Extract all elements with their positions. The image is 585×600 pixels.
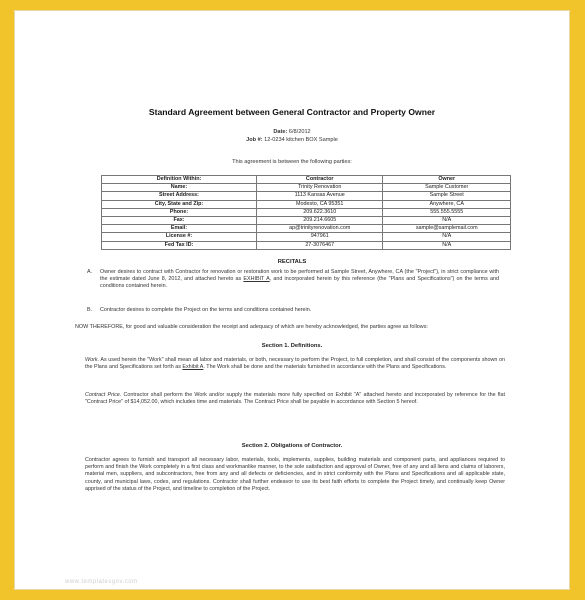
- contract-price-text: Contractor shall perform the Work and/or supply the materials more fully specified on Exhibit "A" attached hereto and incorporated by reference for the flat "Contract Price" of $14,052.00, which includes time and materials. The Contract Price shall be payable in accordance with Section 5 hereof.: [85, 392, 505, 406]
- row-label: License #:: [102, 233, 257, 241]
- contract-price-lead: Contract Price.: [85, 392, 122, 398]
- section2-paragraph: Contractor agrees to furnish and transport all necessary labor, materials, tools, implements, supplies, building materials and component parts, and appliances required to perform and finish the Work completely in a first class and workmanlike manner, to the sole satisfaction and approval of Owner, free of any and all liens and claims of laborers, material men, suppliers, and subcontractors, free from any and all defects or deficiencies, and in strict conformity with the Plans and Specifications and all applicable state, county, and municipal laws, codes, and regulations. Contractor shall further endeavor to use its best faith efforts to complete the Project timely, and continually keep Owner apprised of the status of the Project, and timeline to completion of the Project.: [85, 457, 505, 492]
- contractor-cell: 209.622.3610: [257, 208, 383, 216]
- recital-b-text: Contractor desires to complete the Project on the terms and conditions contained herein.: [100, 307, 312, 313]
- parties-table: [101, 175, 511, 250]
- contractor-cell: Modesto, CA 95351: [257, 200, 383, 208]
- parties-intro: This agreement is between the following parties:: [232, 159, 352, 165]
- watermark: www.templatesgov.com: [65, 579, 138, 585]
- recital-b: [87, 307, 499, 317]
- section1-heading: Section 1. Definitions.: [261, 343, 323, 349]
- recitals-heading: RECITALS: [277, 259, 307, 265]
- recital-a-post: , and incorporated herein by this reference (the "Plans and Specifications") on the terms and conditions contained herein.: [100, 276, 499, 290]
- date-line: [15, 129, 569, 135]
- contractor-cell: Trinity Renovation: [257, 184, 383, 192]
- table-row: [102, 200, 511, 208]
- row-label: Email:: [102, 225, 257, 233]
- table-row: [102, 233, 511, 241]
- row-label: Fed Tax ID:: [102, 241, 257, 249]
- row-label: Street Address:: [102, 192, 257, 200]
- owner-cell: 555.555.5555: [383, 208, 511, 216]
- owner-cell: N/A: [383, 241, 511, 249]
- row-label: Name:: [102, 184, 257, 192]
- work-lead: Work.: [85, 357, 100, 363]
- row-label: Fax:: [102, 216, 257, 224]
- owner-cell: Sample Street: [383, 192, 511, 200]
- table-header: Contractor: [257, 176, 383, 184]
- contract-price-paragraph: [85, 392, 505, 406]
- recital-b-letter: B.: [87, 307, 93, 313]
- owner-cell: Sample Customer: [383, 184, 511, 192]
- table-row: [102, 192, 511, 200]
- exhibit-a-reference: EXHIBIT A: [243, 276, 270, 283]
- work-definition-paragraph: [85, 357, 505, 371]
- owner-cell: N/A: [383, 216, 511, 224]
- table-row: [102, 225, 511, 233]
- work-pre: As used herein the "Work" shall mean all labor and materials, or both, necessary to perform the Project, to full completion, and shall consist of the components shown on the Plans and Specifications set forth as: [85, 357, 505, 371]
- contractor-cell: ap@trinityrenovation.com: [257, 225, 383, 233]
- table-header: Definition Within:: [102, 176, 257, 184]
- owner-cell: Anywhere, CA: [383, 200, 511, 208]
- contractor-cell: 1113 Kansas Avenue: [257, 192, 383, 200]
- contractor-cell: 947961: [257, 233, 383, 241]
- date-label: Date:: [273, 129, 288, 135]
- owner-cell: N/A: [383, 233, 511, 241]
- section2-heading: Section 2. Obligations of Contractor.: [241, 443, 343, 449]
- table-row: [102, 216, 511, 224]
- table-row: [102, 241, 511, 249]
- row-label: Phone:: [102, 208, 257, 216]
- table-row: [102, 208, 511, 216]
- table-header-row: [102, 176, 511, 184]
- owner-cell: sample@samplemail.com: [383, 225, 511, 233]
- contractor-cell: 209.214.6605: [257, 216, 383, 224]
- table-header: Owner: [383, 176, 511, 184]
- date-value: 6/8/2012: [288, 129, 311, 135]
- work-post: . The Work shall be done and the materials furnished in accordance with the Plans and Specifications.: [203, 364, 447, 371]
- row-label: City, State and Zip:: [102, 200, 257, 208]
- document-page: [14, 10, 570, 590]
- table-row: [102, 184, 511, 192]
- document-title: Standard Agreement between General Contractor and Property Owner: [148, 107, 436, 117]
- recital-a-pre: Owner desires to contract with Contractor for renovation or restoration work to be performed at Sample Street, Anywhere, CA (the "Project"), in strict compliance with the estimate dated June 8, 2012, and attached hereto as: [100, 269, 499, 283]
- job-value: 12-0234 kitchen BOX Sample: [264, 137, 338, 143]
- recital-a-text: [100, 269, 499, 291]
- now-therefore-paragraph: NOW THEREFORE, for good and valuable consideration the receipt and adequacy of which are hereby acknowledged, the parties agree as follows:: [75, 324, 428, 330]
- job-line: [15, 137, 569, 143]
- job-label: Job #:: [246, 137, 263, 143]
- exhibit-a-reference: Exhibit A: [182, 364, 204, 371]
- recital-a-letter: A.: [87, 269, 93, 275]
- contractor-cell: 27-3076467: [257, 241, 383, 249]
- recital-a: [87, 269, 499, 299]
